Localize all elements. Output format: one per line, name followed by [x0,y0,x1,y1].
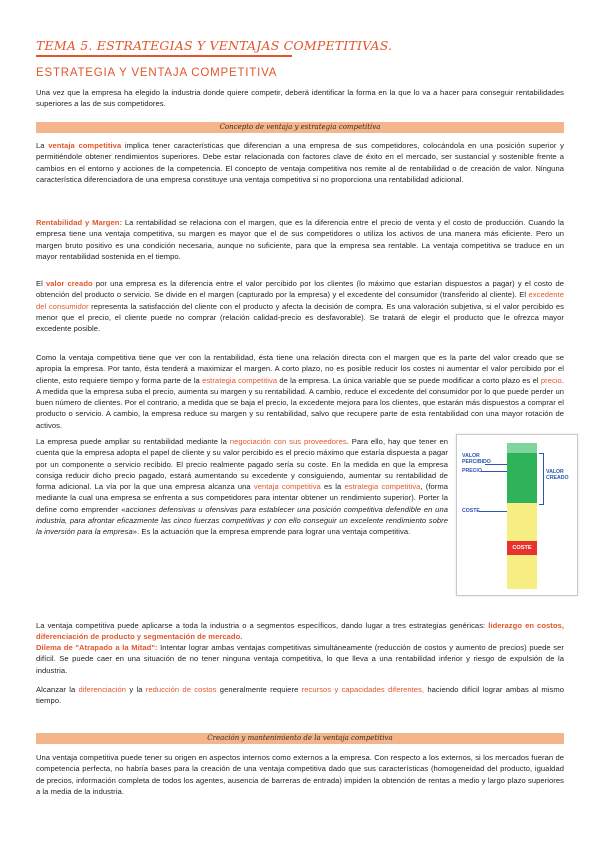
paragraph-rentabilidad: Rentabilidad y Margen: La rentabilidad se relaciona con el margen, que es la diferencia entre el precio de venta y el costo de producción. Cuando la empresa tiene una ventaja competitiva, su margen es mayor que el de sus competidores o utiliza los activos de una manera más eficiente. Pero un margen bruto positivo es una condición necesaria, aunque no suficiente, para que la empresa sea rentable. La ventaja competitiva se traduce en un mayor rentabilidad sostenida en el tiempo. [36,218,564,261]
term-estrategia-competitiva: estrategia competitiva [202,375,278,385]
term-ventaja-competitiva: ventaja competitiva [48,141,122,150]
subsection-band-concept [36,122,564,133]
bar-excedente-top [507,443,537,453]
bar-margen [507,453,537,503]
paragraph-dilema: Dilema de "Atrapado a la Mitad": Intentar lograr ambas ventajas competitivas simultáneamente (reducción de costos y aumento de precios) puede ser difícil. Se puede caer en una situación de no tener ninguna ventaja competitiva, lo que lleva a una rentabilidad inferior y riesgo de expulsión de la industria. [36,643,564,675]
valor-creado-figure [456,434,578,596]
term-diferenciacion: diferenciación [78,685,127,694]
bar-coste-text: COSTE [512,545,532,551]
label-precio: PRECIO [462,468,482,474]
label-valor-creado: VALOR CREADO [546,469,569,481]
subsection-band-creacion [36,733,564,744]
term-valor-creado: valor creado [45,279,93,288]
subsection-title-concept: Concepto de ventaja y estrategia competitiva [219,123,381,131]
term-dilema: Dilema de "Atrapado a la Mitad": [36,643,158,652]
term-estrategias-genericas: liderazgo en costos, diferenciación de producto y segmentación de mercado. [36,621,564,642]
line-precio [481,471,507,472]
term-ventaja-competitiva-2: ventaja competitiva [253,482,321,492]
paragraph-valor-creado: El valor creado por una empresa es la diferencia entre el valor percibido por los clientes (lo máximo que estarían dispuestos a pagar) y el costo de obtención del producto o servicio. Se divide en el margen (capturado por la empresa) y el excedente del consumidor (transferido al cliente). El excedente del consumidor representa la satisfacción del cliente con el producto y afecta la decisión de compra. Es una valoración subjetiva, si el valor percibido es menor que el precio, el cliente puede no comprar (relación calidad-precio es desfavorable). Se tratará de elegir el producto que le ofrezca mayor excedente posible. [36,279,565,334]
term-reduccion-costos: reducción de costos [145,685,217,694]
line-valor-percibido [485,464,507,465]
line-coste [479,511,507,512]
paragraph-proveedores: La empresa puede ampliar su rentabilidad mediante la negociación con sus proveedores. Para ello, hay que tener en cuenta que la empresa adopta el papel de cliente y su valor percibido es el precio máximo que estaría dispuesta a pagar por un componente o servicio recibido. El precio realmente pagado sería su coste. En la medida en que la empresa consiga reducir dicho precio pagado, estará aumentando su excedente y consiguiendo, aumentar su rentabilidad de forma adicional. La vía por la que una empresa alcanza una ventaja competitiva es la estrategia competitiva, (forma mediante la cual una empresa se enfrenta a sus competidores para intentar obtener un rendimiento superior). Porter la define como emprender «acciones defensivas u ofensivas para establecer una posición competitiva defendible en una industria, para afrontar eficazmente las cinco fuerzas competitivas y con ello conseguir un excelente rendimiento sobre la inversión para la empresa». Es la actuación que la empresa emprende para lograr una ventaja competitiva. [36,437,448,537]
label-valor-percibido: VALOR PERCIBIDO [462,453,491,465]
intro-paragraph: Una vez que la empresa ha elegido la industria donde quiere competir, deberá identificar la forma en la que lo va a hacer para conseguir rentabilidades superiores a las de sus competidores. [36,88,564,109]
term-precio: precio [540,375,562,385]
bracket-valor-creado [539,453,544,505]
term-negociacion: negociación con sus proveedores [229,437,347,446]
term-rentabilidad-margen: Rentabilidad y Margen: [36,218,123,227]
subsection-title-creacion: Creación y mantenimiento de la ventaja competitiva [207,734,393,742]
document-title: TEMA 5. ESTRATEGIAS Y VENTAJAS COMPETITIVAS. [36,38,393,53]
paragraph-final: Una ventaja competitiva puede tener su origen en aspectos internos como externos a la empresa. Con respecto a los externos, si los mercados fueran de competencia perfecta, no habría bases para la creación de una ventaja competitiva dado que sus características (homogeneidad del producto, igualdad de precios, información completa de todos los agentes, ausencia de barreras de entrada) impiden la obtención de rentas a medio y largo plazo superiores a la media de la industria. [36,753,564,796]
paragraph-ventaja: La ventaja competitiva implica tener características que diferencian a una empresa de sus competidores, colocándola en una posición superior y permitiéndole obtener rendimientos superiores. Debe estar relacionada con factores clave de éxito en el mercado, ser sustancial y sostenible frente a cambios en el entorno y acciones de la competencia. El concepto de ventaja competitiva nos remite al de rentabilidad o de creación de valor. Ninguna característica diferenciadora de una empresa constituye una ventaja competitiva si no proporciona una rentabilidad adicional. [36,141,564,184]
paragraph-alcanzar: Alcanzar la diferenciación y la reducción de costos generalmente requiere recursos y capacidades diferentes, haciendo difícil lograr ambas al mismo tiempo. [36,685,564,706]
term-excedente: excedente del consumidor [36,290,564,311]
porter-quote: acciones defensivas u ofensivas para establecer una posición competitiva defendible en una industria, para afrontar eficazmente las cinco fuerzas competitivas y con ello conseguir un excelente rendimiento sobre la inversión para la empresa [36,504,448,537]
term-estrategia-competitiva-2: estrategia competitiva [344,482,421,492]
title-underline [36,55,292,57]
section-heading: ESTRATEGIA Y VENTAJA COMPETITIVA [36,67,278,79]
paragraph-aplicar: La ventaja competitiva puede aplicarse a toda la industria o a segmentos específicos, dando lugar a tres estrategias genéricas: liderazgo en costos, diferenciación de producto y segmentación de mercado. [36,621,564,642]
paragraph-margen: Como la ventaja competitiva tiene que ver con la rentabilidad, ésta tiene una relación directa con el margen que es la parte del valor creado que se apropia la empresa. Por tanto, ésta tenderá a maximizar el margen. A corto plazo, no es posible reducir los costes ni aumentar el valor percibido por el cliente, esto requiere tiempo y forma parte de la estrategia competitiva de la empresa. La única variable que se puede modificar a corto plazo es el precio. A medida que la empresa suba el precio, aumenta su margen y su rentabilidad. A cambio, reduce el excedente del consumidor por lo que puede perder un buen número de clientes. Por el contrario, a medida que se baja el precio, la excedente mejora para los clientes, que estarán más dispuestos a comprar el producto o servicio. A cambio, la empresa reduce su margen y su rentabilidad, salvo que recupere parte de esta rentabilidad con una mayor rotación de activos. [36,353,564,430]
term-recursos: recursos y capacidades diferentes, [301,685,425,694]
label-coste: COSTE [462,508,480,514]
